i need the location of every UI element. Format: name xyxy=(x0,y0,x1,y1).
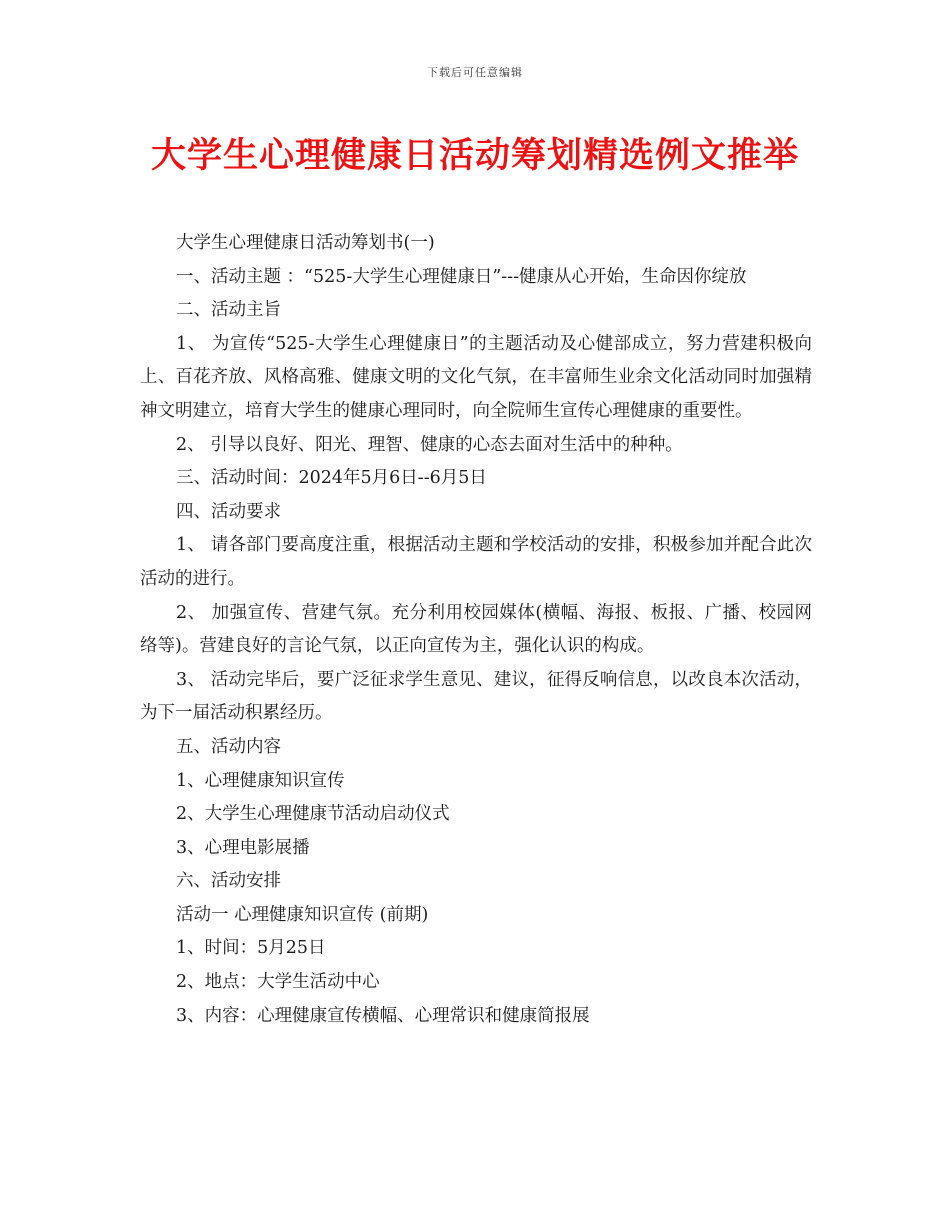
paragraph: 1、 为宣传“525-大学生心理健康日”的主题活动及心健部成立，努力营建积极向上、百花齐放、风格高雅、健康文明的文化气氛，在丰富师生业余文化活动同时加强精神文明建立，培育大学生的健康心理同时，向全院师生宣传心理健康的重要性。 xyxy=(140,333,812,421)
section-heading: 五、活动内容 xyxy=(176,736,281,757)
page-header-note: 下载后可任意编辑 xyxy=(427,66,523,79)
list-item: 2、地点：大学生活动中心 xyxy=(176,972,380,993)
section-heading: 四、活动要求 xyxy=(176,501,281,522)
document-title: 大学生心理健康日活动筹划精选例文推举 xyxy=(150,136,799,176)
list-item: 1、心理健康知识宣传 xyxy=(176,770,345,791)
list-item: 2、大学生心理健康节活动启动仪式 xyxy=(176,804,450,825)
list-item: 3、内容：心理健康宣传横幅、心理常识和健康简报展 xyxy=(176,1005,590,1026)
paragraph: 一、活动主题 ：“525-大学生心理健康日”---健康从心开始，生命因你绽放 xyxy=(176,266,747,287)
list-item: 1、时间：5月25日 xyxy=(176,938,326,959)
section-heading: 大学生心理健康日活动筹划书(一) xyxy=(176,233,435,253)
subsection-heading: 活动一 心理健康知识宣传 (前期) xyxy=(176,904,429,925)
list-item: 3、心理电影展播 xyxy=(176,837,310,858)
section-heading: 六、活动安排 xyxy=(176,871,281,892)
paragraph: 3、 活动完毕后，要广泛征求学生意见、建议，征得反响信息，以改良本次活动，为下一届活动积累经历。 xyxy=(140,669,812,724)
section-heading: 二、活动主旨 xyxy=(176,300,281,321)
section-heading: 三、活动时间：2024年5月6日--6月5日 xyxy=(176,468,487,489)
paragraph: 2、 引导以良好、阳光、理智、健康的心态去面对生活中的种种。 xyxy=(176,434,683,455)
paragraph: 2、 加强宣传、营建气氛。充分利用校园媒体(横幅、海报、板报、广播、校园网络等)。营建良好的言论气氛，以正向宣传为主，强化认识的构成。 xyxy=(140,602,812,657)
document-body xyxy=(140,227,812,1033)
paragraph: 1、 请各部门要高度注重，根据活动主题和学校活动的安排，积极参加并配合此次活动的进行。 xyxy=(140,535,812,589)
